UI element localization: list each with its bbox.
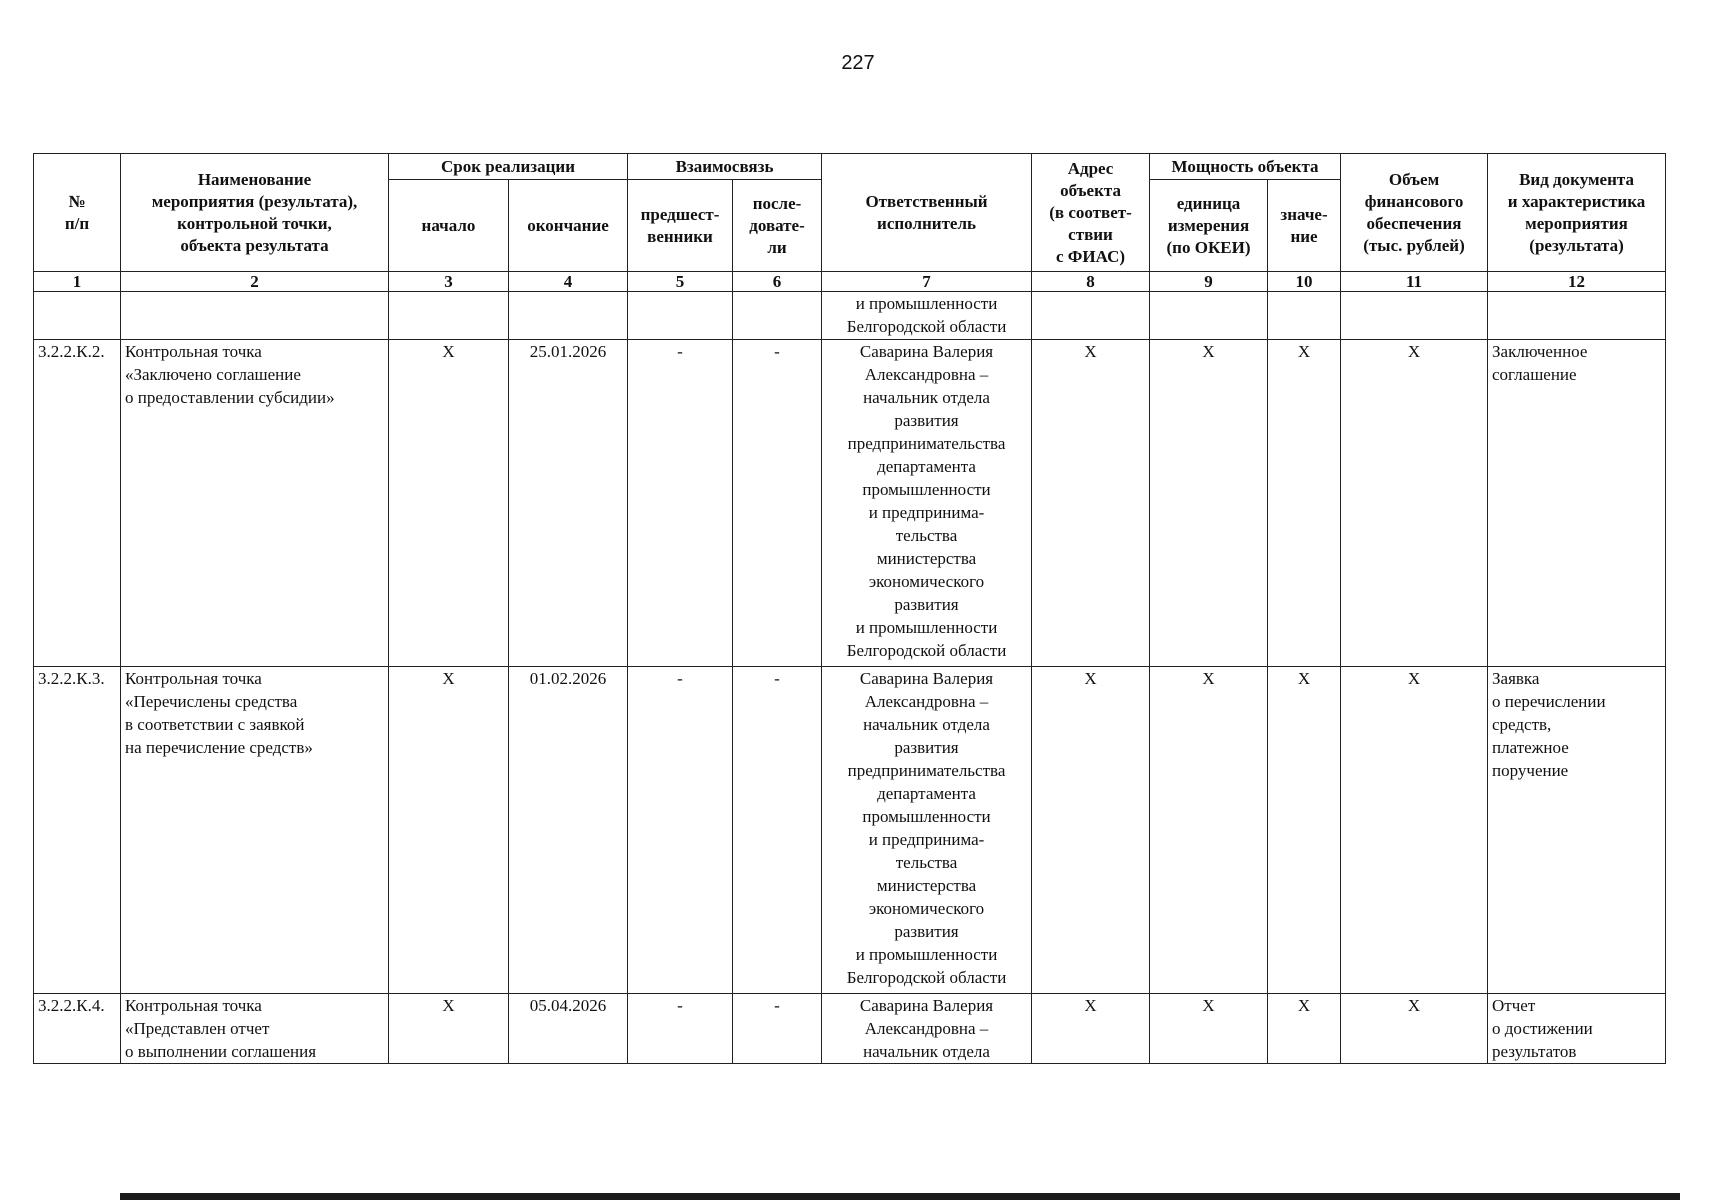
col-number: 4 — [509, 272, 628, 292]
row-code: 3.2.2.К.3. — [34, 667, 121, 994]
row-finance: X — [1341, 667, 1488, 994]
scan-edge-bar — [120, 1193, 1680, 1200]
header-link: Взаимосвязь — [628, 154, 822, 180]
header-term-start: начало — [389, 180, 509, 272]
row-responsible: Саварина Валерия Александровна – начальник отдела развития предпринимательства департамента промышленности и предпринима- тельства министерства экономического развития и промышленности Белгородской области — [822, 340, 1032, 667]
col-number: 10 — [1268, 272, 1341, 292]
row-unit: X — [1150, 667, 1268, 994]
row-address: X — [1032, 667, 1150, 994]
row-start: X — [389, 994, 509, 1064]
row-code: 3.2.2.К.2. — [34, 340, 121, 667]
header-term-end: окончание — [509, 180, 628, 272]
header-capacity: Мощность объекта — [1150, 154, 1341, 180]
header-link-prev: предшест- венники — [628, 180, 733, 272]
row-value: X — [1268, 667, 1341, 994]
table-row — [34, 667, 1666, 994]
header-cap-value: значе- ние — [1268, 180, 1341, 272]
col-number: 8 — [1032, 272, 1150, 292]
row-responsible: Саварина Валерия Александровна – начальник отдела развития предпринимательства департамента промышленности и предпринима- тельства министерства экономического развития и промышленности Белгородской области — [822, 667, 1032, 994]
col-number: 11 — [1341, 272, 1488, 292]
row-next: - — [733, 667, 822, 994]
column-numbers-row — [34, 272, 1666, 292]
col-number: 2 — [121, 272, 389, 292]
row-address: X — [1032, 994, 1150, 1064]
col-number: 12 — [1488, 272, 1666, 292]
col-number: 6 — [733, 272, 822, 292]
header-address: Адрес объекта (в соответ- ствии с ФИАС) — [1032, 154, 1150, 272]
col-number: 3 — [389, 272, 509, 292]
row-finance: X — [1341, 994, 1488, 1064]
header-name: Наименование мероприятия (результата), контрольной точки, объекта результата — [121, 154, 389, 272]
row-end: 01.02.2026 — [509, 667, 628, 994]
table-row-continuation — [34, 292, 1666, 340]
row-address: X — [1032, 340, 1150, 667]
header-link-next: после- довате- ли — [733, 180, 822, 272]
row-unit: X — [1150, 340, 1268, 667]
responsible-cell: и промышленности Белгородской области — [822, 292, 1032, 340]
header-doc: Вид документа и характеристика мероприятия (результата) — [1488, 154, 1666, 272]
row-code: 3.2.2.К.4. — [34, 994, 121, 1064]
row-next: - — [733, 994, 822, 1064]
header-finance: Объем финансового обеспечения (тыс. рублей) — [1341, 154, 1488, 272]
row-end: 05.04.2026 — [509, 994, 628, 1064]
row-doc: Отчет о достижении результатов — [1488, 994, 1666, 1064]
row-value: X — [1268, 340, 1341, 667]
row-value: X — [1268, 994, 1341, 1064]
header-responsible: Ответственный исполнитель — [822, 154, 1032, 272]
row-finance: X — [1341, 340, 1488, 667]
col-number: 5 — [628, 272, 733, 292]
row-end: 25.01.2026 — [509, 340, 628, 667]
col-number: 1 — [34, 272, 121, 292]
plan-table — [33, 153, 1666, 1064]
row-doc: Заявка о перечислении средств, платежное поручение — [1488, 667, 1666, 994]
row-name: Контрольная точка «Представлен отчет о выполнении соглашения — [121, 994, 389, 1064]
table-row — [34, 994, 1666, 1064]
row-start: X — [389, 340, 509, 667]
page-number: 227 — [841, 52, 875, 74]
table-row — [34, 340, 1666, 667]
row-prev: - — [628, 994, 733, 1064]
col-number: 7 — [822, 272, 1032, 292]
row-responsible: Саварина Валерия Александровна – начальник отдела — [822, 994, 1032, 1064]
col-number: 9 — [1150, 272, 1268, 292]
row-doc: Заключенное соглашение — [1488, 340, 1666, 667]
row-prev: - — [628, 667, 733, 994]
row-name: Контрольная точка «Заключено соглашение о предоставлении субсидии» — [121, 340, 389, 667]
row-next: - — [733, 340, 822, 667]
header-cap-unit: единица измерения (по ОКЕИ) — [1150, 180, 1268, 272]
row-start: X — [389, 667, 509, 994]
header-term: Срок реализации — [389, 154, 628, 180]
table-header — [34, 154, 1666, 292]
row-name: Контрольная точка «Перечислены средства в соответствии с заявкой на перечисление средств» — [121, 667, 389, 994]
header-num: № п/п — [34, 154, 121, 272]
row-unit: X — [1150, 994, 1268, 1064]
row-prev: - — [628, 340, 733, 667]
